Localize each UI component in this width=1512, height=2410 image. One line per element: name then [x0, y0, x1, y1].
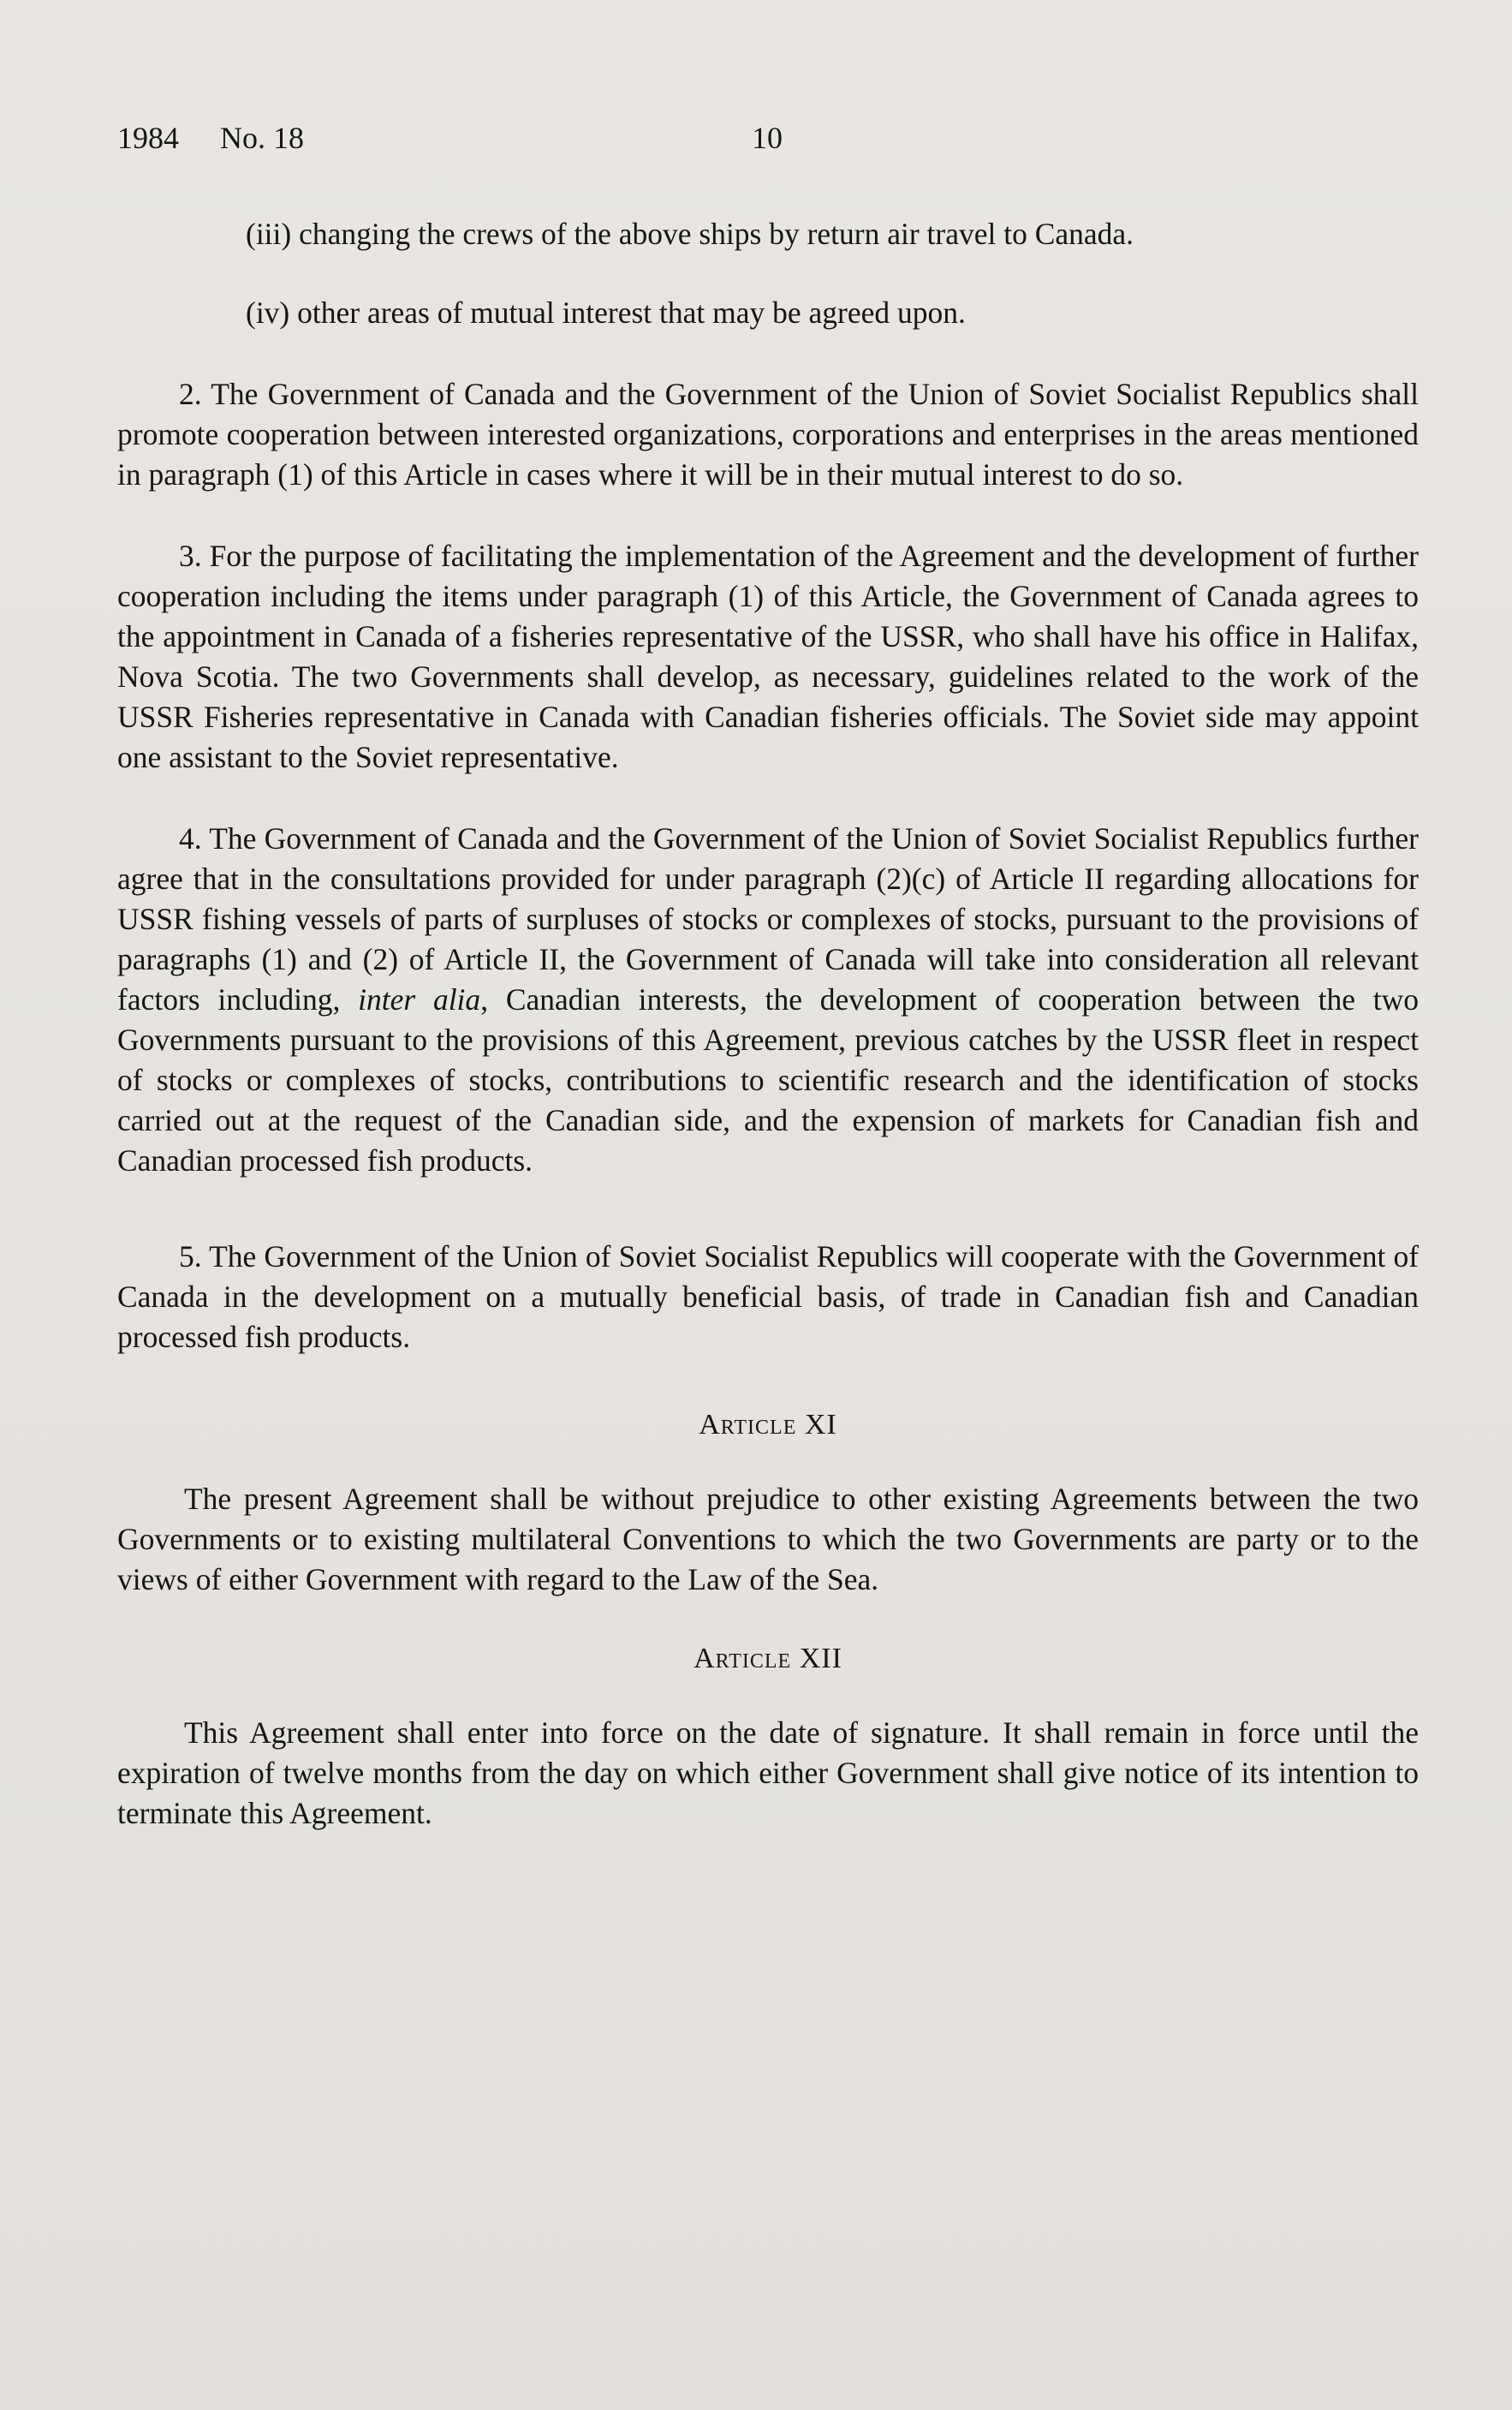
paragraph-text: The Government of the Union of Soviet Socialist Republics will cooperate with the Government of Canada in the development on a mutually beneficial basis, of trade in Canadian fish and Canadian processed fish products. [117, 1239, 1420, 1354]
paragraph-number: 3. [179, 539, 202, 573]
list-item-iii: (iii) changing the crews of the above ships by return air travel to Canada. [246, 217, 1134, 251]
list-item-iv: (iv) other areas of mutual interest that may be agreed upon. [246, 295, 966, 330]
paragraph-text-before: The Government of Canada and the Government of the Union of Soviet Socialist Republics further agree that in the consultations provided for under paragraph (2)(c) of Article II regarding allocations for USSR fishing vessels of parts of surpluses of stocks or complexes of stocks, pursuant to the provisions of paragraphs (1) and (2) of Article II, the Government of Canada will take into consideration all relevant factors including, [117, 821, 1419, 1017]
header-number: No. 18 [220, 121, 304, 155]
paragraph-number: 2. [179, 377, 202, 411]
article-xii-heading [117, 1638, 1419, 1679]
article-word: Article [693, 1643, 792, 1674]
document-body [117, 214, 1419, 1834]
article-word: Article [699, 1409, 797, 1441]
paragraph-text: For the purpose of facilitating the implementation of the Agreement and the development of further cooperation including the items under paragraph (1) of this Article, the Government of Canada agrees to the appointment in Canada of a fisheries representative of the USSR, who shall have his office in Halifax, Nova Scotia. The two Governments shall develop, as necessary, guidelines related to the work of the USSR Fisheries representative in Canada with Canadian fisheries officials. The Soviet side may appoint one assistant to the Soviet representative. [117, 539, 1420, 774]
paragraph-text: The Government of Canada and the Government of the Union of Soviet Socialist Republics shall promote cooperation between interested organizations, corporations and enterprises in the areas mentioned in paragraph (1) of this Article in cases where it will be in their mutual interest to do so. [117, 377, 1419, 492]
italic-term: inter alia [358, 982, 481, 1017]
article-number: XII [799, 1643, 842, 1674]
paragraph-text-after: , Canadian interests, the development of cooperation between the two Governments pursuant to the provisions of this Agreement, previous catches by the USSR fleet in respect of stocks or complexes of stocks, contributions to scientific research and the identification of stocks carried out at the request of the Canadian side, and the expension of markets for Canadian fish and Canadian processed fish products. [117, 982, 1420, 1178]
paragraph-number: 4. [179, 821, 202, 856]
article-xi-heading [117, 1405, 1419, 1445]
header-year: 1984 [117, 121, 179, 155]
paragraph-4 [117, 819, 1419, 1181]
paragraph-5 [117, 1237, 1419, 1357]
article-xii-text: This Agreement shall enter into force on the date of signature. It shall remain in force until the expiration of twelve months from the day on which either Government shall give notice of its intention to terminate this Agreement. [117, 1715, 1419, 1830]
paragraph-3 [117, 536, 1419, 778]
paragraph-2 [117, 374, 1419, 495]
paragraph-number: 5. [179, 1239, 202, 1274]
article-xi-text: The present Agreement shall be without prejudice to other existing Agreements between the two Governments or to existing multilateral Conventions to which the two Governments are party or to the views of either Government with regard to the Law of the Sea. [117, 1482, 1419, 1596]
page-number: 10 [752, 121, 783, 155]
article-number: XI [804, 1409, 837, 1441]
